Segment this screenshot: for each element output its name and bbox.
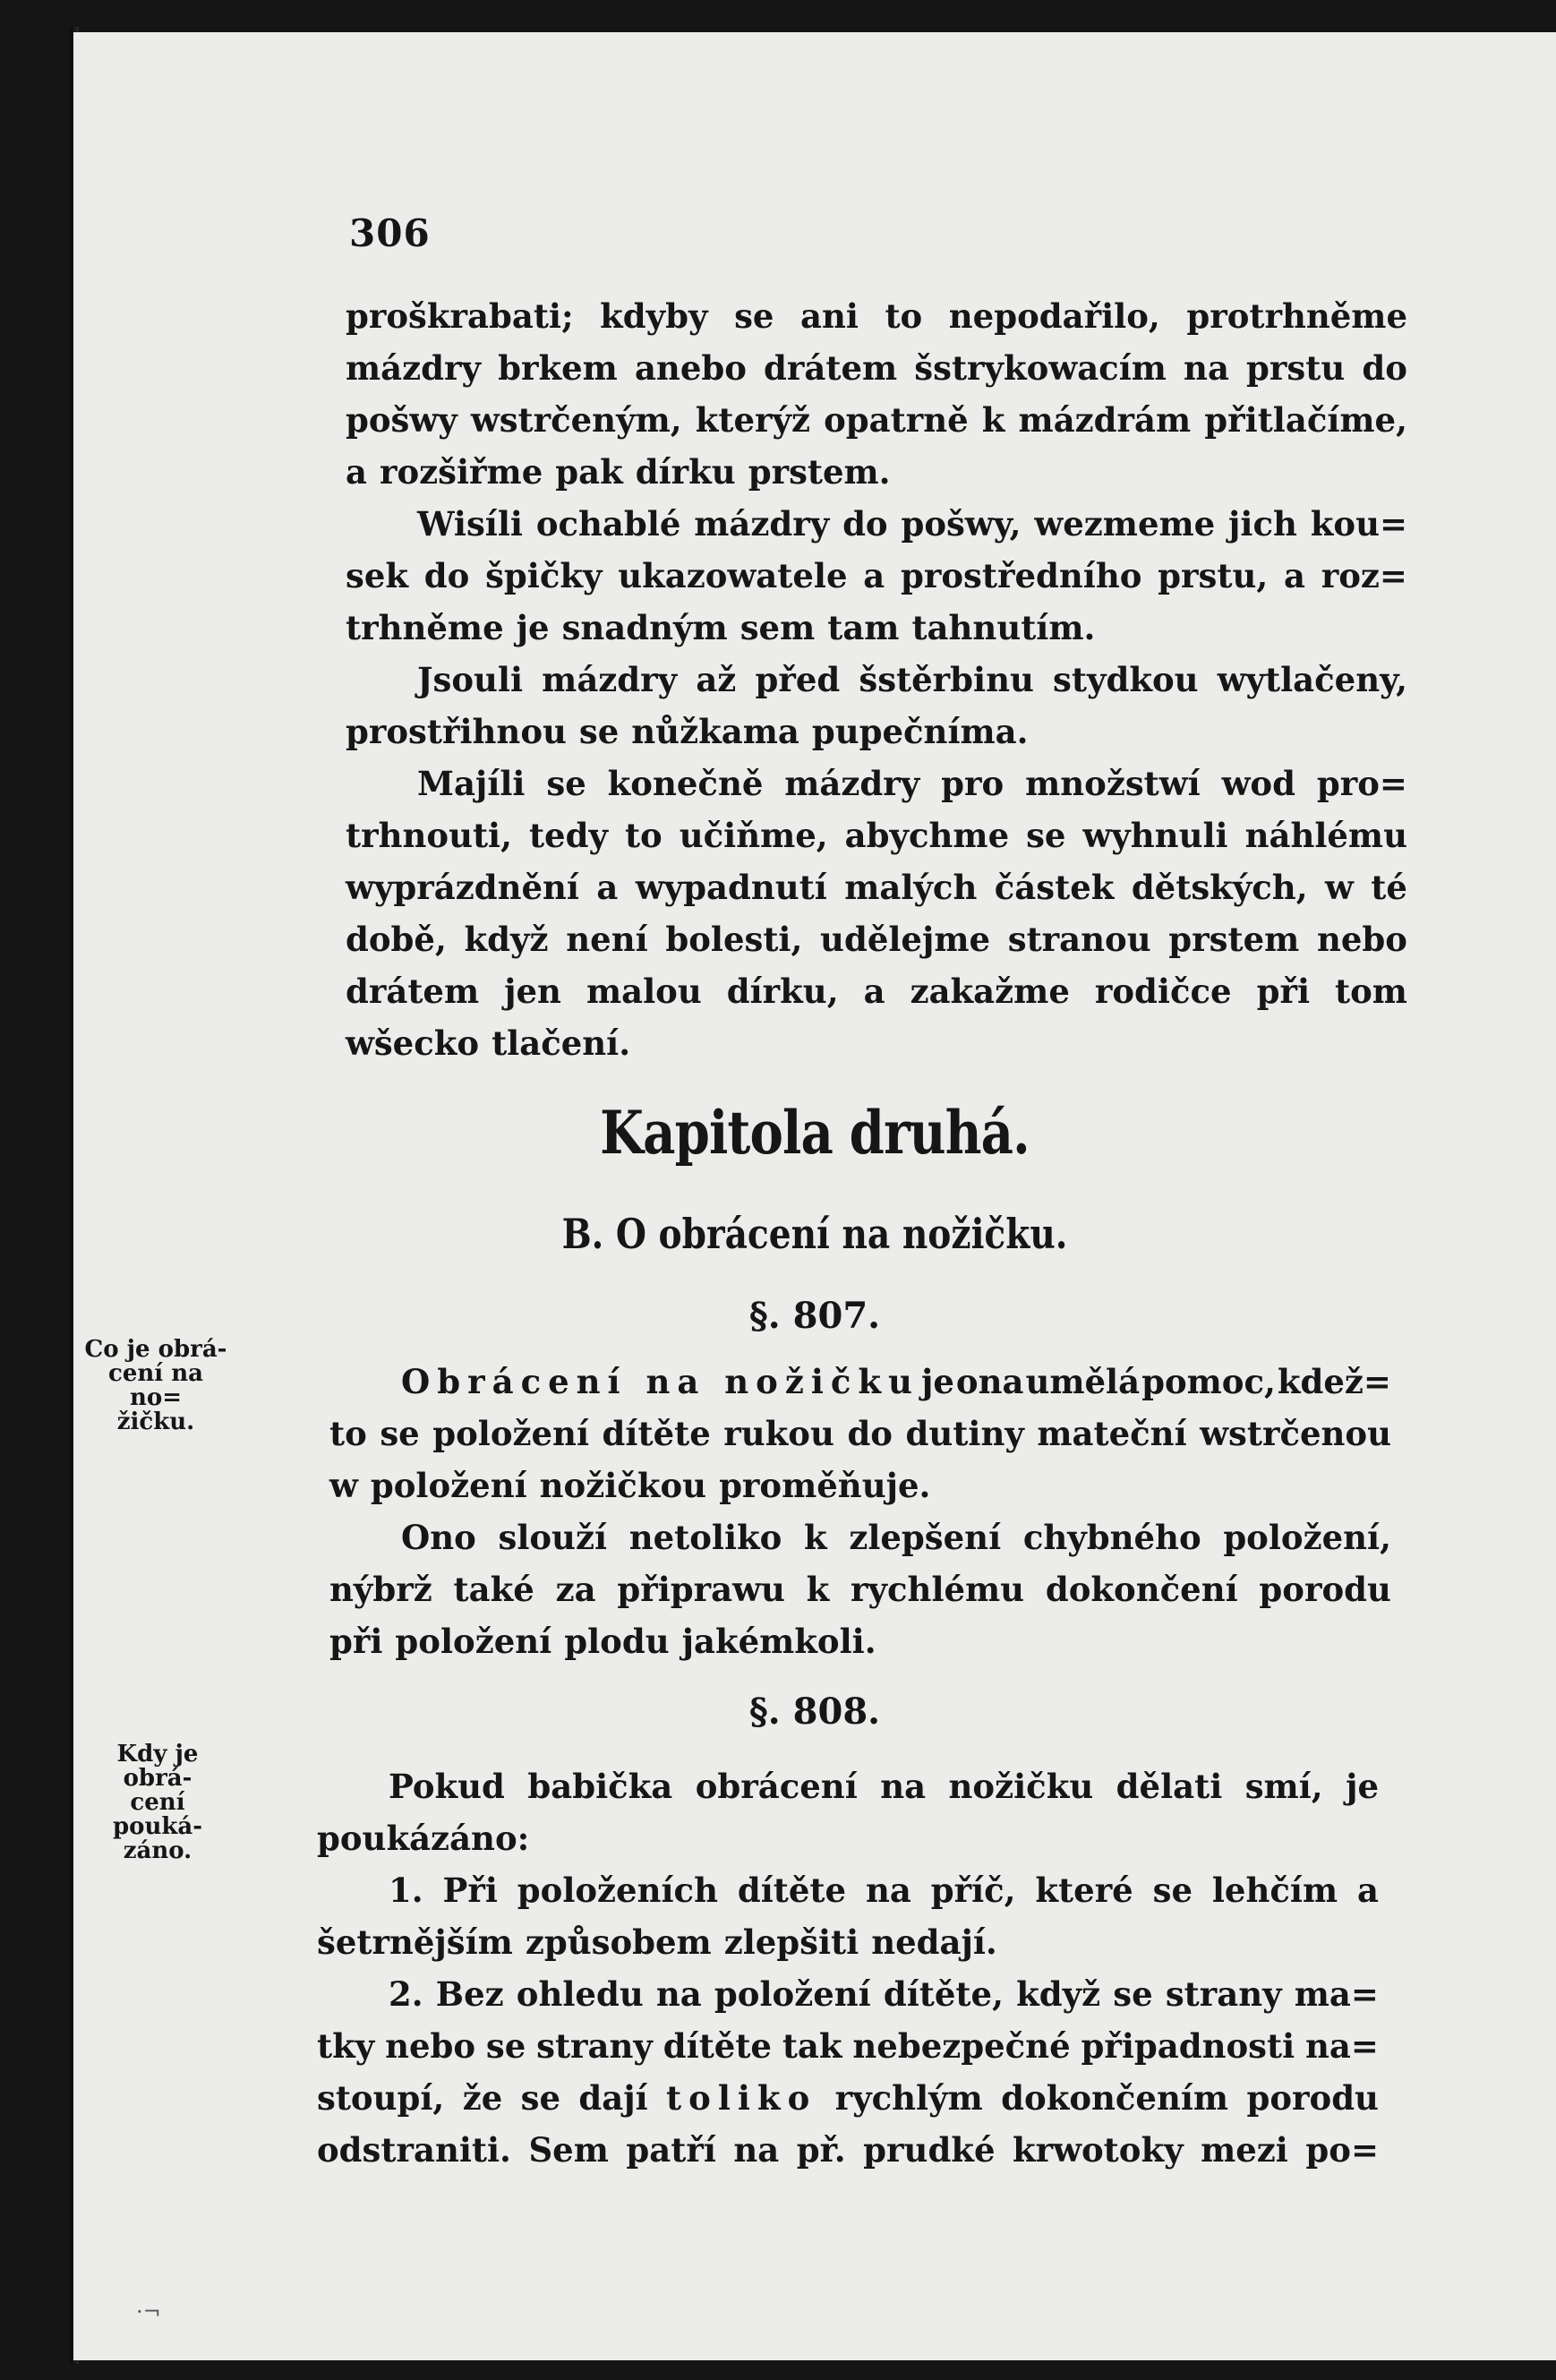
word: wypadnutí [635, 868, 827, 907]
word: do [423, 556, 470, 595]
word: nožičku [948, 1767, 1094, 1806]
word: rozšiřme [379, 452, 543, 492]
margin-note-line: záno. [123, 1837, 192, 1864]
word: chybného [1022, 1518, 1201, 1557]
word: se [1026, 816, 1066, 855]
word: Při [442, 1871, 498, 1910]
word: tak [782, 2026, 842, 2066]
word: pošwy, [901, 504, 1022, 544]
word: na [865, 1871, 911, 1910]
text-line [346, 758, 1407, 809]
word: nebezpečné [852, 2026, 1071, 2066]
section-heading: B. O obrácení na nožičku. [561, 1210, 1068, 1258]
word: wyprázdnění [346, 868, 579, 907]
text-line [346, 913, 1407, 965]
word: připadnosti [1081, 2026, 1295, 2066]
word: Ono [401, 1518, 476, 1557]
word: dítěte [737, 1871, 847, 1910]
word: příč, [930, 1871, 1016, 1910]
word: dítěte, [883, 1974, 1004, 2014]
paragraph-number-807: §. 807. [748, 1295, 881, 1337]
word: tky [317, 2026, 375, 2066]
word: obrácení [695, 1767, 858, 1806]
word: drátem [346, 972, 480, 1011]
word: sem [740, 608, 816, 647]
word: brkem [498, 348, 618, 388]
text-line [329, 1408, 1391, 1460]
word: pošwy [346, 400, 457, 440]
word: není [566, 920, 648, 959]
paragraph-number-808: §. 808. [748, 1691, 881, 1733]
chapter-title: Kapitola druhá. [600, 1098, 1030, 1168]
word: anebo [634, 348, 747, 388]
word: to [624, 816, 663, 855]
word: nedají. [871, 1922, 997, 1962]
word: dělati [1116, 1767, 1223, 1806]
word: do [1362, 348, 1407, 388]
word: trhnouti, [346, 816, 512, 855]
word: na [1184, 348, 1229, 388]
word: pro [941, 764, 1005, 803]
text-line [346, 861, 1407, 913]
word: Wisíli [417, 504, 523, 544]
text-line [317, 1864, 1379, 1916]
text-line [346, 602, 1407, 654]
word: a [346, 452, 367, 492]
word: wyhnuli [1082, 816, 1228, 855]
word: částek [994, 868, 1115, 907]
text-line [346, 654, 1407, 706]
word: stoupí, [317, 2078, 445, 2118]
text-line [329, 1356, 1391, 1408]
word: šstrykowacím [914, 348, 1167, 388]
word: mázdry [694, 504, 830, 544]
word: na= [1305, 2026, 1379, 2066]
word: to [329, 1414, 367, 1453]
word: kdyby [600, 296, 708, 336]
word: nýbrž [329, 1570, 432, 1609]
word: krwotoky [1013, 2130, 1184, 2170]
word: netoliko [628, 1518, 782, 1557]
word: mázdry [542, 660, 678, 699]
word: a [596, 868, 619, 907]
word: malou [586, 972, 702, 1011]
word: době, [346, 920, 447, 959]
word: Majíli [417, 764, 526, 803]
margin-note-808 [86, 1742, 229, 1863]
word: když [464, 920, 549, 959]
word: patří [626, 2130, 716, 2170]
margin-mark: ·¬ [136, 2299, 161, 2324]
text-line [346, 706, 1407, 758]
word: slouží [498, 1518, 608, 1557]
margin-note-line: žičku. [116, 1408, 195, 1435]
text-line [317, 1812, 1379, 1864]
word: mázdrám [1018, 400, 1192, 440]
text-line [329, 1563, 1391, 1615]
word: je [920, 1362, 954, 1401]
word: porodu [1259, 1570, 1391, 1609]
word: 1. [389, 1871, 423, 1910]
word: se [578, 712, 620, 751]
word: prstu [1246, 348, 1346, 388]
word: pupečníma. [811, 712, 1029, 751]
word: odstraniti. [317, 2130, 511, 2170]
word: prstem [1168, 920, 1300, 959]
page-number: 306 [349, 211, 431, 255]
word: př. [796, 2130, 846, 2170]
text-block-808 [317, 1760, 1379, 2176]
margin-note-line: Co je obrá- [84, 1336, 227, 1363]
word: zakažme [910, 972, 1070, 1011]
word: pro= [1316, 764, 1407, 803]
word: položení [432, 1414, 590, 1453]
word: strany [1165, 1974, 1282, 2014]
word: k [804, 1518, 827, 1557]
word: drátem [764, 348, 898, 388]
margin-note-line: cení na no= [108, 1360, 203, 1411]
word: mateční [1037, 1414, 1187, 1453]
word: toliko [666, 2078, 817, 2118]
word: přitlačíme, [1204, 400, 1407, 440]
word: babička [527, 1767, 673, 1806]
word: na [655, 1974, 702, 2014]
word: špičky [485, 556, 603, 595]
word: wšecko [346, 1023, 480, 1063]
word: wstrčenou [1200, 1414, 1391, 1453]
word: smí, [1244, 1767, 1323, 1806]
word: dětských, [1131, 868, 1308, 907]
word: Pokud [389, 1767, 505, 1806]
word: proškrabati; [346, 296, 574, 336]
word: mezi [1201, 2130, 1288, 2170]
text-line [346, 1017, 1407, 1069]
word: lehčím [1211, 1871, 1338, 1910]
word: kdež= [1277, 1362, 1391, 1401]
word: nebo [1316, 920, 1407, 959]
word: jen [504, 972, 561, 1011]
word: bolesti, [665, 920, 803, 959]
word: Sem [528, 2130, 609, 2170]
text-line [329, 1615, 1391, 1667]
word: do [847, 1414, 893, 1453]
text-line [346, 394, 1407, 446]
word: pomoc, [1141, 1362, 1276, 1401]
word: roz= [1321, 556, 1407, 595]
word: připrawu [617, 1570, 785, 1609]
word: položení [714, 1974, 871, 2014]
margin-note-807 [84, 1338, 227, 1434]
book-page [73, 32, 1556, 2360]
word: při [329, 1622, 383, 1661]
word: proměňuje. [719, 1466, 931, 1505]
word: dítěte [663, 2026, 772, 2066]
text-line [317, 2020, 1379, 2072]
word: dají [578, 2078, 648, 2118]
word: za [555, 1570, 596, 1609]
word: w [329, 1466, 358, 1505]
word: udělejme [820, 920, 991, 959]
word: wytlačeny, [1217, 660, 1407, 699]
word: kterýž [695, 400, 811, 440]
word: ani [800, 296, 859, 336]
word: mázdry [784, 764, 920, 803]
text-line [346, 550, 1407, 602]
word: se [520, 2078, 560, 2118]
word: protrhněme [1186, 296, 1407, 336]
word: se [734, 296, 774, 336]
margin-note-line: cení pouká- [112, 1789, 203, 1840]
word: Jsouli [417, 660, 524, 699]
word: náhlému [1244, 816, 1407, 855]
text-line [317, 2072, 1379, 2124]
word: stydkou [1053, 660, 1199, 699]
word: prostřihnou [346, 712, 567, 751]
word: k [981, 400, 1005, 440]
word: snadným [561, 608, 728, 647]
word: k [806, 1570, 830, 1609]
text-line [346, 290, 1407, 342]
word: rukou [723, 1414, 834, 1453]
word: Bez [435, 1974, 504, 2014]
word: ochablé [535, 504, 681, 544]
word: učiňme, [679, 816, 828, 855]
word: sek [346, 556, 409, 595]
word: prostředního [901, 556, 1142, 595]
word: kou= [1310, 504, 1407, 544]
word: tam [827, 608, 900, 647]
word: konečně [607, 764, 764, 803]
word: porodu [1246, 2078, 1379, 2118]
word: ohledu [516, 1974, 644, 2014]
word: malých [844, 868, 978, 907]
word: tahnutím. [911, 608, 1096, 647]
word: šstěrbinu [859, 660, 1034, 699]
word: zlepšiti [723, 1922, 859, 1962]
word: položení [370, 1466, 527, 1505]
word: tom [1335, 972, 1407, 1011]
word: na [733, 2130, 780, 2170]
word: způsobem [525, 1922, 712, 1962]
text-line [329, 1460, 1391, 1511]
word: nůžkama [631, 712, 799, 751]
word: se [546, 764, 586, 803]
word: rodičce [1094, 972, 1232, 1011]
word: které [1035, 1871, 1133, 1910]
word: umělá [1025, 1362, 1141, 1401]
word: prudké [863, 2130, 996, 2170]
word: před [755, 660, 841, 699]
word: do [842, 504, 888, 544]
text-line [346, 809, 1407, 861]
word: položení [395, 1622, 552, 1661]
word: ma= [1294, 1974, 1379, 2014]
word: položeních [517, 1871, 718, 1910]
text-line [317, 1916, 1379, 1968]
word: šetrnějším [317, 1922, 513, 1962]
word: té [1371, 868, 1407, 907]
word: dírku [635, 452, 736, 492]
text-line [346, 446, 1407, 498]
word: až [696, 660, 737, 699]
word: je [516, 608, 550, 647]
word: plodu [564, 1622, 670, 1661]
word: po= [1305, 2130, 1379, 2170]
word: rychlému [851, 1570, 1025, 1609]
text-line [346, 498, 1407, 550]
text-block-top [346, 290, 1407, 1069]
word: položení, [1223, 1518, 1391, 1557]
word: dítěte [602, 1414, 711, 1453]
text-line [317, 2124, 1379, 2176]
word: se [1113, 1974, 1153, 2014]
word: rychlým [834, 2078, 983, 2118]
word: na [880, 1767, 927, 1806]
word: jich [1228, 504, 1297, 544]
word: prstu, [1158, 556, 1269, 595]
word: w [1325, 868, 1354, 907]
word: a [863, 556, 885, 595]
word: wezmeme [1034, 504, 1216, 544]
word: ona [955, 1362, 1024, 1401]
text-line [317, 1968, 1379, 2020]
word: při [1256, 972, 1310, 1011]
text-line [317, 1760, 1379, 1812]
word: trhněme [346, 608, 504, 647]
word: a [1283, 556, 1305, 595]
word: také [453, 1570, 534, 1609]
word: poukázáno: [317, 1819, 530, 1858]
word: mázdry [346, 348, 481, 388]
word: jakémkoli. [681, 1622, 876, 1661]
word: ukazowatele [618, 556, 848, 595]
word: strany [536, 2026, 653, 2066]
word: 2. [389, 1974, 423, 2014]
word: dutiny [905, 1414, 1024, 1453]
margin-note-line: Kdy je obrá- [116, 1741, 199, 1792]
word: wod [1221, 764, 1295, 803]
text-line [346, 965, 1407, 1017]
word: prstem. [748, 452, 891, 492]
word: wstrčeným, [470, 400, 682, 440]
text-line [329, 1511, 1391, 1563]
word: to [885, 296, 923, 336]
word: se [1152, 1871, 1193, 1910]
word: nožičkou [539, 1466, 707, 1505]
word: a [1356, 1871, 1379, 1910]
word: a [863, 972, 885, 1011]
word: je [1346, 1767, 1379, 1806]
word: abychme [844, 816, 1010, 855]
word: když [1016, 1974, 1101, 2014]
word: se [380, 1414, 420, 1453]
word: Obrácení na nožičku [401, 1362, 919, 1401]
word: množstwí [1025, 764, 1201, 803]
word: se [485, 2026, 526, 2066]
word: že [462, 2078, 503, 2118]
text-line [346, 342, 1407, 394]
word: tedy [528, 816, 608, 855]
word: tlačení. [492, 1023, 631, 1063]
word: dírku, [726, 972, 839, 1011]
word: zlepšení [849, 1518, 1002, 1557]
word: nepodařilo, [948, 296, 1160, 336]
word: stranou [1007, 920, 1151, 959]
word: pak [555, 452, 623, 492]
word: dokončení [1045, 1570, 1238, 1609]
word: opatrně [824, 400, 969, 440]
text-block-807 [329, 1356, 1391, 1667]
word: dokončením [1001, 2078, 1229, 2118]
word: nebo [385, 2026, 476, 2066]
